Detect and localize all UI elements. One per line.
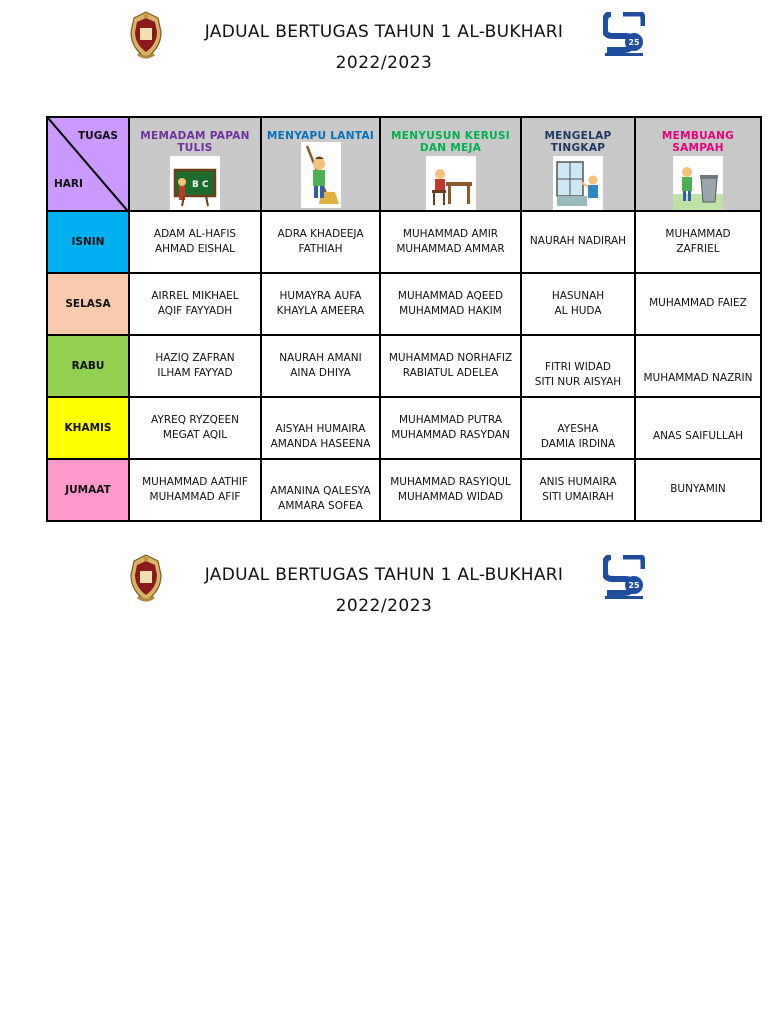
name-line: HUMAYRA AUFA bbox=[279, 289, 362, 302]
day-cell-isnin: ISNIN bbox=[47, 211, 129, 273]
name-line: RABIATUL ADELEA bbox=[402, 367, 499, 379]
name-line: ADRA KHADEEJA bbox=[277, 227, 364, 240]
name-cell bbox=[521, 459, 635, 521]
name-cell bbox=[261, 335, 380, 397]
table-row bbox=[47, 273, 761, 335]
task-label: MEMADAM PAPAN TULIS bbox=[140, 130, 250, 154]
corner-label-tugas: TUGAS bbox=[78, 130, 118, 142]
table-corner-cell bbox=[47, 117, 129, 211]
second-page-header bbox=[0, 553, 768, 633]
corner-label-hari: HARI bbox=[54, 178, 83, 190]
broom-sweeping-icon bbox=[301, 142, 341, 208]
task-header-mengelap bbox=[521, 117, 635, 211]
name-line: MUHAMMAD NAZRIN bbox=[643, 372, 753, 385]
task-label: MENGELAP TINGKAP bbox=[544, 130, 612, 154]
blackboard-icon bbox=[170, 156, 220, 210]
page-title: JADUAL BERTUGAS TAHUN 1 AL-BUKHARI bbox=[204, 22, 564, 42]
name-line: ADAM AL-HAFIS bbox=[153, 227, 237, 240]
svg-text:B C: B C bbox=[192, 180, 209, 190]
name-cell bbox=[261, 211, 380, 273]
name-line: MUHAMMAD AMMAR bbox=[396, 243, 505, 255]
name-line: AISYAH HUMAIRA bbox=[275, 422, 366, 435]
name-cell bbox=[380, 459, 521, 521]
name-cell bbox=[521, 273, 635, 335]
name-cell bbox=[129, 335, 261, 397]
task-header-membuang bbox=[635, 117, 761, 211]
desk-chair-icon bbox=[426, 156, 476, 210]
name-cell bbox=[261, 459, 380, 521]
name-cell bbox=[129, 397, 261, 459]
name-line: AHMAD EISHAL bbox=[154, 243, 236, 255]
name-line: NAURAH AMANI bbox=[279, 351, 362, 364]
page-header bbox=[0, 10, 768, 90]
anniversary-logo-icon bbox=[603, 555, 645, 601]
name-line: MUHAMMAD AATHIF bbox=[142, 475, 248, 488]
task-header-menyapu bbox=[261, 117, 380, 211]
day-cell-rabu: RABU bbox=[47, 335, 129, 397]
name-line: SITI NUR AISYAH bbox=[534, 376, 622, 388]
page-year: 2022/2023 bbox=[335, 53, 433, 73]
name-cell bbox=[380, 273, 521, 335]
name-line: DAMIA IRDINA bbox=[540, 438, 616, 450]
name-line: AMANDA HASEENA bbox=[270, 438, 371, 450]
name-line: AMANINA QALESYA bbox=[270, 484, 371, 497]
table-row bbox=[47, 459, 761, 521]
name-line: AYESHA bbox=[557, 422, 599, 435]
name-line: BUNYAMIN bbox=[670, 483, 726, 496]
name-line: MUHAMMAD HAKIM bbox=[399, 305, 502, 317]
name-line: HAZIQ ZAFRAN bbox=[155, 351, 235, 364]
name-line: MUHAMMAD PUTRA bbox=[398, 413, 503, 426]
name-cell bbox=[129, 273, 261, 335]
table-row bbox=[47, 211, 761, 273]
name-line: MUHAMMAD NORHAFIZ bbox=[388, 351, 513, 364]
day-cell-jumaat: JUMAAT bbox=[47, 459, 129, 521]
name-line: MEGAT AQIL bbox=[162, 429, 228, 441]
task-label: MENYAPU LANTAI bbox=[266, 130, 375, 142]
svg-text:25: 25 bbox=[628, 581, 640, 590]
window-cleaning-icon bbox=[553, 156, 603, 210]
anniversary-logo-icon bbox=[603, 12, 645, 58]
name-line: MUHAMMAD FAIEZ bbox=[649, 297, 747, 310]
name-line: NAURAH NADIRAH bbox=[529, 235, 627, 248]
name-line: MUHAMMAD AFIF bbox=[149, 491, 241, 503]
name-cell bbox=[521, 335, 635, 397]
name-line: AMMARA SOFEA bbox=[278, 500, 363, 512]
name-line: AYREQ RYZQEEN bbox=[151, 413, 239, 426]
name-cell bbox=[635, 459, 761, 521]
svg-text:25: 25 bbox=[628, 38, 640, 47]
trash-bin-icon bbox=[673, 156, 723, 210]
name-line: MUHAMMAD AQEED bbox=[397, 289, 504, 302]
name-cell bbox=[380, 335, 521, 397]
name-line: ANAS SAIFULLAH bbox=[652, 430, 744, 443]
name-cell bbox=[129, 459, 261, 521]
table-header-row bbox=[47, 117, 761, 211]
name-line: AINA DHIYA bbox=[290, 367, 351, 379]
name-cell bbox=[261, 273, 380, 335]
name-line: MUHAMMAD AMIR bbox=[402, 227, 499, 240]
name-cell bbox=[635, 397, 761, 459]
name-line: MUHAMMAD bbox=[665, 227, 731, 240]
name-cell bbox=[635, 211, 761, 273]
name-line: MUHAMMAD WIDAD bbox=[397, 491, 504, 503]
name-cell bbox=[635, 273, 761, 335]
name-cell bbox=[380, 211, 521, 273]
day-cell-selasa: SELASA bbox=[47, 273, 129, 335]
name-line: AL HUDA bbox=[554, 305, 602, 317]
task-label: MEMBUANG SAMPAH bbox=[661, 130, 735, 154]
name-line: ANIS HUMAIRA bbox=[539, 475, 617, 488]
name-line: HASUNAH bbox=[551, 289, 605, 302]
task-header-menyusun bbox=[380, 117, 521, 211]
name-cell bbox=[380, 397, 521, 459]
table-row bbox=[47, 335, 761, 397]
day-cell-khamis: KHAMIS bbox=[47, 397, 129, 459]
name-line: FATHIAH bbox=[298, 243, 343, 255]
name-line: MUHAMMAD RASYIQUL bbox=[390, 475, 511, 488]
name-line: AQIF FAYYADH bbox=[157, 305, 233, 317]
name-line: SITI UMAIRAH bbox=[542, 491, 614, 503]
name-line: ZAFRIEL bbox=[676, 243, 720, 255]
name-cell bbox=[261, 397, 380, 459]
task-label: MENYUSUN KERUSI DAN MEJA bbox=[391, 130, 510, 154]
name-line: MUHAMMAD RASYDAN bbox=[391, 429, 510, 441]
table-row bbox=[47, 397, 761, 459]
name-cell bbox=[129, 211, 261, 273]
name-line: FITRI WIDAD bbox=[545, 360, 611, 373]
name-cell bbox=[521, 211, 635, 273]
name-cell bbox=[521, 397, 635, 459]
name-line: ILHAM FAYYAD bbox=[157, 367, 233, 379]
duty-roster-table bbox=[46, 116, 762, 522]
name-cell bbox=[635, 335, 761, 397]
page-year: 2022/2023 bbox=[335, 596, 433, 616]
name-line: KHAYLA AMEERA bbox=[276, 305, 365, 317]
page-title: JADUAL BERTUGAS TAHUN 1 AL-BUKHARI bbox=[204, 565, 564, 585]
name-line: AIRREL MIKHAEL bbox=[151, 289, 239, 302]
task-header-memadam bbox=[129, 117, 261, 211]
